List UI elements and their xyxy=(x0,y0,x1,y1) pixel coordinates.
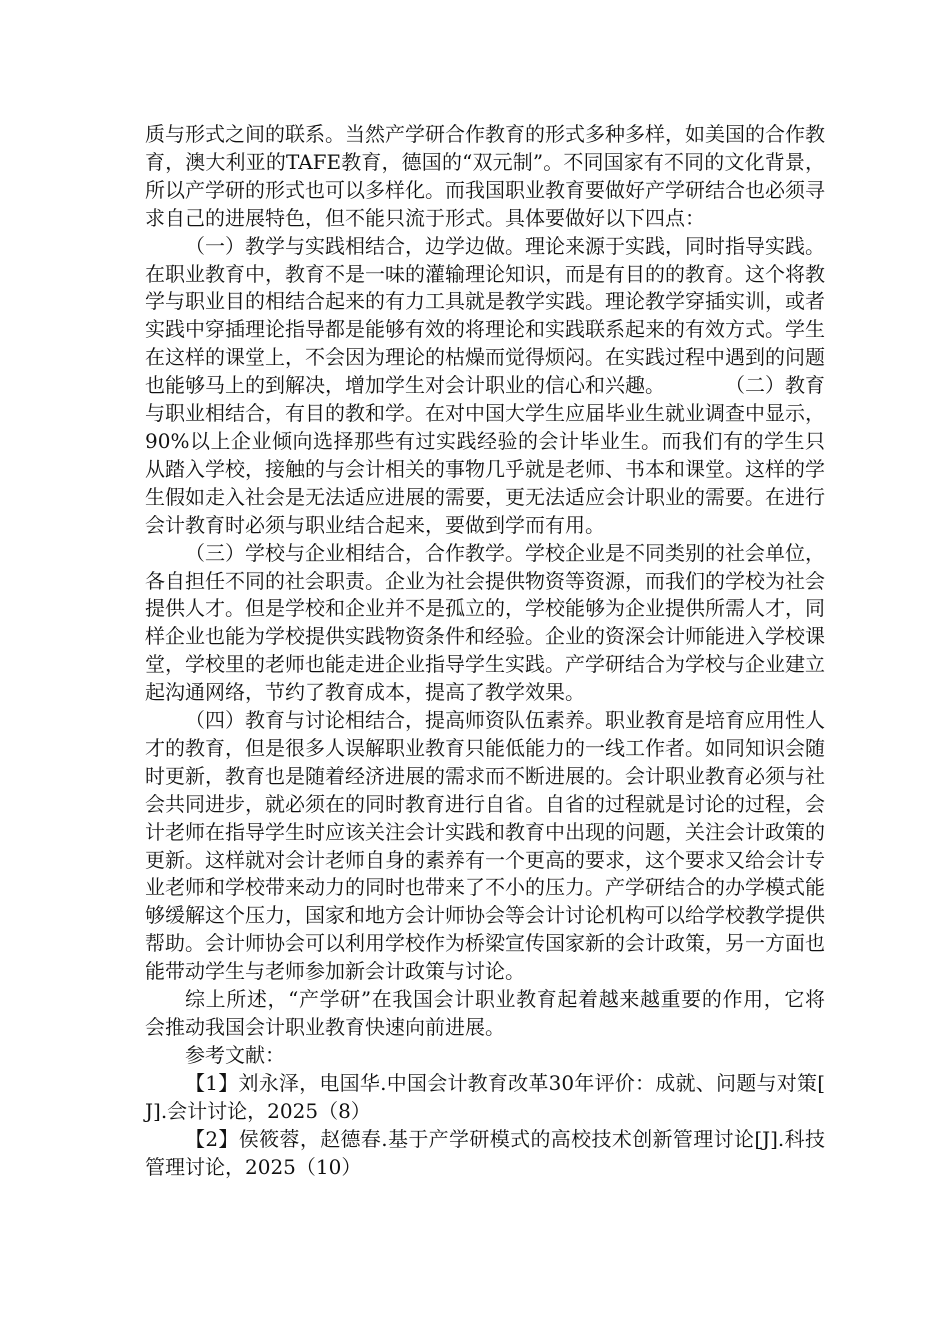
reference-item xyxy=(145,1126,825,1182)
point-three-paragraph: （三）学校与企业相结合，合作教学。学校企业是不同类别的社会单位，各自担任不同的社会职责。企业为社会提供物资等资源，而我们的学校为社会提供人才。但是学校和企业并不是孤立的，学校能够为企业提供所需人才，同样企业也能为学校提供实践物资条件和经验。企业的资深会计师能进入学校课堂，学校里的老师也能走进企业指导学生实践。产学研结合为学校与企业建立起沟通网络，节约了教育成本，提高了教学效果。 xyxy=(145,540,825,705)
reference-number: 【1】 xyxy=(185,1070,239,1095)
reference-text: 刘永泽，电国华.中国会计教育改革30年评价：成就、问题与对策[J].会计讨论，2025（8） xyxy=(145,1070,826,1123)
reference-item xyxy=(145,1070,825,1126)
reference-number: 【2】 xyxy=(185,1126,239,1151)
point-one-paragraph: （一）教学与实践相结合，边学边做。理论来源于实践，同时指导实践。在职业教育中，教育不是一味的灌输理论知识，而是有目的的教育。这个将教学与职业目的相结合起来的有力工具就是教学实践。理论教学穿插实训，或者实践中穿插理论指导都是能够有效的将理论和实践联系起来的有效方式。学生在这样的课堂上，不会因为理论的枯燥而觉得烦闷。在实践过程中遇到的问题也能够马上的到解决，增加学生对会计职业的信心和兴趣。 （二）教育与职业相结合，有目的教和学。在对中国大学生应届毕业生就业调查中显示，90%以上企业倾向选择那些有过实践经验的会计毕业生。而我们有的学生只从踏入学校，接触的与会计相关的事物几乎就是老师、书本和课堂。这样的学生假如走入社会是无法适应进展的需要，更无法适应会计职业的需要。在进行会计教育时必须与职业结合起来，要做到学而有用。 xyxy=(145,233,825,537)
references-heading: 参考文献： xyxy=(185,1042,285,1067)
document-page xyxy=(145,121,825,1181)
reference-text: 侯筱蓉，赵德春.基于产学研模式的高校技术创新管理讨论[J].科技管理讨论，2025（10） xyxy=(145,1126,825,1179)
point-four-paragraph: （四）教育与讨论相结合，提高师资队伍素养。职业教育是培育应用性人才的教育，但是很多人误解职业教育只能低能力的一线工作者。如同知识会随时更新，教育也是随着经济进展的需求而不断进展的。会计职业教育必须与社会共同进步，就必须在的同时教育进行自省。自省的过程就是讨论的过程，会计老师在指导学生时应该关注会计实践和教育中出现的问题，关注会计政策的更新。这样就对会计老师自身的素养有一个更高的要求，这个要求又给会计专业老师和学校带来动力的同时也带来了不小的压力。产学研结合的办学模式能够缓解这个压力，国家和地方会计师协会等会计讨论机构可以给学校教学提供帮助。会计师协会可以利用学校作为桥梁宣传国家新的会计政策，另一方面也能带动学生与老师参加新会计政策与讨论。 xyxy=(145,708,825,984)
conclusion-paragraph: 综上所述，“产学研”在我国会计职业教育起着越来越重要的作用，它将会推动我国会计职业教育快速向前进展。 xyxy=(145,987,825,1039)
intro-paragraph: 质与形式之间的联系。当然产学研合作教育的形式多种多样，如美国的合作教育，澳大利亚的TAFE教育，德国的“双元制”。不同国家有不同的文化背景，所以产学研的形式也可以多样化。而我国职业教育要做好产学研结合也必须寻求自己的进展特色，但不能只流于形式。具体要做好以下四点： xyxy=(145,122,825,230)
